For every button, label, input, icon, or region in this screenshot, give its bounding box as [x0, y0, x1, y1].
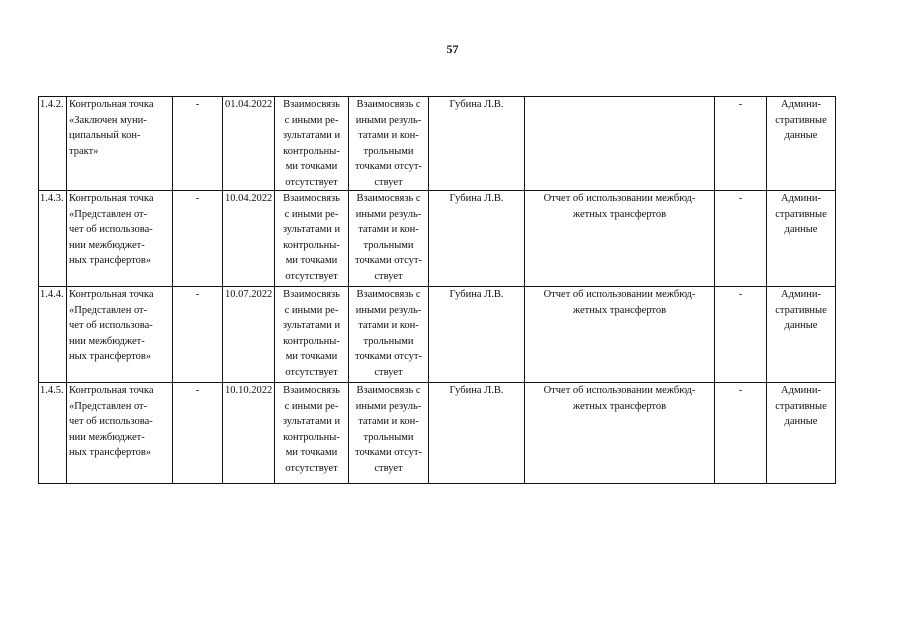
date-cell: 10.10.2022 — [223, 383, 275, 484]
responsible-cell: Губина Л.В. — [429, 287, 525, 383]
control-point-name: Контрольная точка «Заключен муни- ципальный кон- тракт» — [67, 97, 173, 191]
info-source-cell: Админи- стративные данные — [767, 287, 836, 383]
document-cell: Отчет об использовании межбюд- жетных трансфертов — [525, 383, 715, 484]
empty-value: - — [715, 97, 767, 191]
empty-value: - — [715, 287, 767, 383]
page-number: 57 — [446, 42, 459, 56]
relation-previous-cell: Взаимосвязь с иными ре- зультатами и контрольны- ми точками отсутствует — [275, 97, 349, 191]
info-source-cell: Админи- стративные данные — [767, 97, 836, 191]
empty-value: - — [715, 383, 767, 484]
responsible-cell: Губина Л.В. — [429, 383, 525, 484]
relation-previous-cell: Взаимосвязь с иными ре- зультатами и контрольны- ми точками отсутствует — [275, 383, 349, 484]
item-number: 1.4.3. — [39, 191, 67, 287]
date-cell: 01.04.2022 — [223, 97, 275, 191]
document-cell: Отчет об использовании межбюд- жетных трансфертов — [525, 287, 715, 383]
responsible-cell: Губина Л.В. — [429, 191, 525, 287]
relation-next-cell: Взаимосвязь с иными резуль- татами и кон- трольными точками отсут- ствует — [349, 383, 429, 484]
table-row — [39, 287, 836, 383]
date-cell: 10.07.2022 — [223, 287, 275, 383]
info-source-cell: Админи- стративные данные — [767, 191, 836, 287]
relation-previous-cell: Взаимосвязь с иными ре- зультатами и контрольны- ми точками отсутствует — [275, 287, 349, 383]
relation-next-cell: Взаимосвязь с иными резуль- татами и кон- трольными точками отсут- ствует — [349, 287, 429, 383]
control-point-name: Контрольная точка «Представлен от- чет об использова- нии межбюджет- ных трансфертов» — [67, 383, 173, 484]
relation-previous-cell: Взаимосвязь с иными ре- зультатами и контрольны- ми точками отсутствует — [275, 191, 349, 287]
control-point-name: Контрольная точка «Представлен от- чет об использова- нии межбюджет- ных трансфертов» — [67, 287, 173, 383]
empty-value: - — [173, 287, 223, 383]
relation-next-cell: Взаимосвязь с иными резуль- татами и кон- трольными точками отсут- ствует — [349, 191, 429, 287]
empty-value: - — [173, 383, 223, 484]
responsible-cell: Губина Л.В. — [429, 97, 525, 191]
table-row — [39, 191, 836, 287]
control-point-name: Контрольная точка «Представлен от- чет об использова- нии межбюджет- ных трансфертов» — [67, 191, 173, 287]
item-number: 1.4.4. — [39, 287, 67, 383]
date-cell: 10.04.2022 — [223, 191, 275, 287]
control-points-table — [38, 96, 836, 484]
empty-value: - — [173, 97, 223, 191]
document-cell: Отчет об использовании межбюд- жетных трансфертов — [525, 191, 715, 287]
empty-value: - — [173, 191, 223, 287]
empty-value: - — [715, 191, 767, 287]
relation-next-cell: Взаимосвязь с иными резуль- татами и кон- трольными точками отсут- ствует — [349, 97, 429, 191]
document-cell — [525, 97, 715, 191]
table-row — [39, 97, 836, 191]
info-source-cell: Админи- стративные данные — [767, 383, 836, 484]
item-number: 1.4.2. — [39, 97, 67, 191]
table-row — [39, 383, 836, 484]
item-number: 1.4.5. — [39, 383, 67, 484]
